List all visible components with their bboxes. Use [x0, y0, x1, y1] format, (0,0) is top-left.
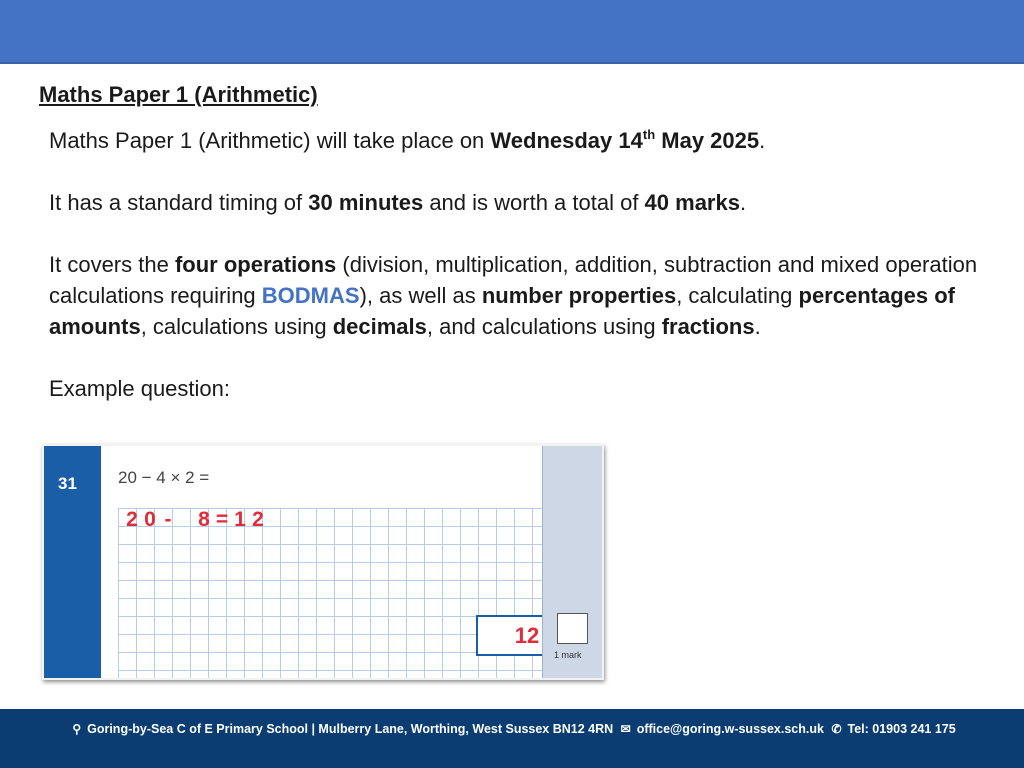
timing: 30 minutes: [308, 190, 424, 215]
question-number-panel: [44, 446, 101, 678]
content-body: [49, 125, 989, 404]
envelope-icon: ✉: [620, 722, 631, 736]
footer: [0, 709, 1024, 768]
working-digit: 0: [144, 508, 156, 531]
working-digit: -: [164, 508, 172, 531]
fractions: fractions: [661, 314, 755, 339]
text: .: [759, 128, 766, 153]
decimals: decimals: [332, 314, 427, 339]
number-properties: number properties: [481, 283, 677, 308]
working-digit: [177, 508, 195, 532]
working-digit: 8: [198, 508, 210, 531]
working-digit: =: [215, 508, 229, 531]
text: and is worth a total of: [423, 190, 645, 215]
text: .: [754, 314, 761, 339]
phone-icon: ✆: [831, 722, 842, 736]
text: , calculations using: [140, 314, 333, 339]
text: .: [739, 190, 747, 215]
working-digit: 2: [126, 508, 138, 531]
mark-label: 1 mark: [554, 650, 582, 660]
four-operations: four operations: [174, 252, 337, 277]
location-pin-icon: ⚲: [72, 722, 82, 736]
text: Maths Paper 1 (Arithmetic) will take place on: [49, 128, 491, 153]
mark-checkbox: [557, 613, 588, 644]
question-area: [101, 446, 542, 678]
text: , calculating: [676, 283, 799, 308]
footer-contact: [0, 722, 1024, 736]
text: It has a standard timing of: [49, 190, 309, 215]
working-digit: 2: [252, 508, 264, 531]
paragraph-date: [49, 125, 989, 156]
answer-value: 12: [514, 622, 540, 648]
exam-date: [490, 128, 759, 153]
text: ), as well as: [359, 283, 482, 308]
percentages: percentages of amounts: [49, 283, 955, 339]
school-address: Goring-by-Sea C of E Primary School | Mulberry Lane, Worthing, West Sussex BN12 4RN: [87, 722, 614, 736]
text: It covers the: [49, 252, 175, 277]
working-out: [123, 508, 267, 532]
question-text: 20 − 4 × 2 =: [118, 468, 210, 487]
total-marks: 40 marks: [644, 190, 740, 215]
paragraph-coverage: [49, 249, 989, 342]
example-label: Example question:: [49, 376, 230, 401]
mark-panel: [542, 446, 602, 678]
text: , and calculations using: [426, 314, 662, 339]
bodmas-highlight: BODMAS: [261, 283, 360, 308]
example-question-image: [42, 444, 604, 680]
school-email[interactable]: office@goring.w-sussex.sch.uk: [636, 722, 824, 736]
page-title: Maths Paper 1 (Arithmetic): [39, 82, 318, 107]
date-rest: May 2025: [655, 128, 760, 153]
working-digit: 1: [234, 508, 246, 531]
date-suffix: th: [642, 127, 656, 142]
date-day: Wednesday 14: [490, 128, 643, 153]
school-tel: Tel: 01903 241 175: [847, 722, 956, 736]
text: (division, multiplication, addition, subtraction and mixed operation calculations requiring: [49, 252, 978, 308]
paragraph-timing: [49, 187, 989, 218]
top-banner: [0, 0, 1024, 64]
question-number: 31: [58, 474, 77, 493]
